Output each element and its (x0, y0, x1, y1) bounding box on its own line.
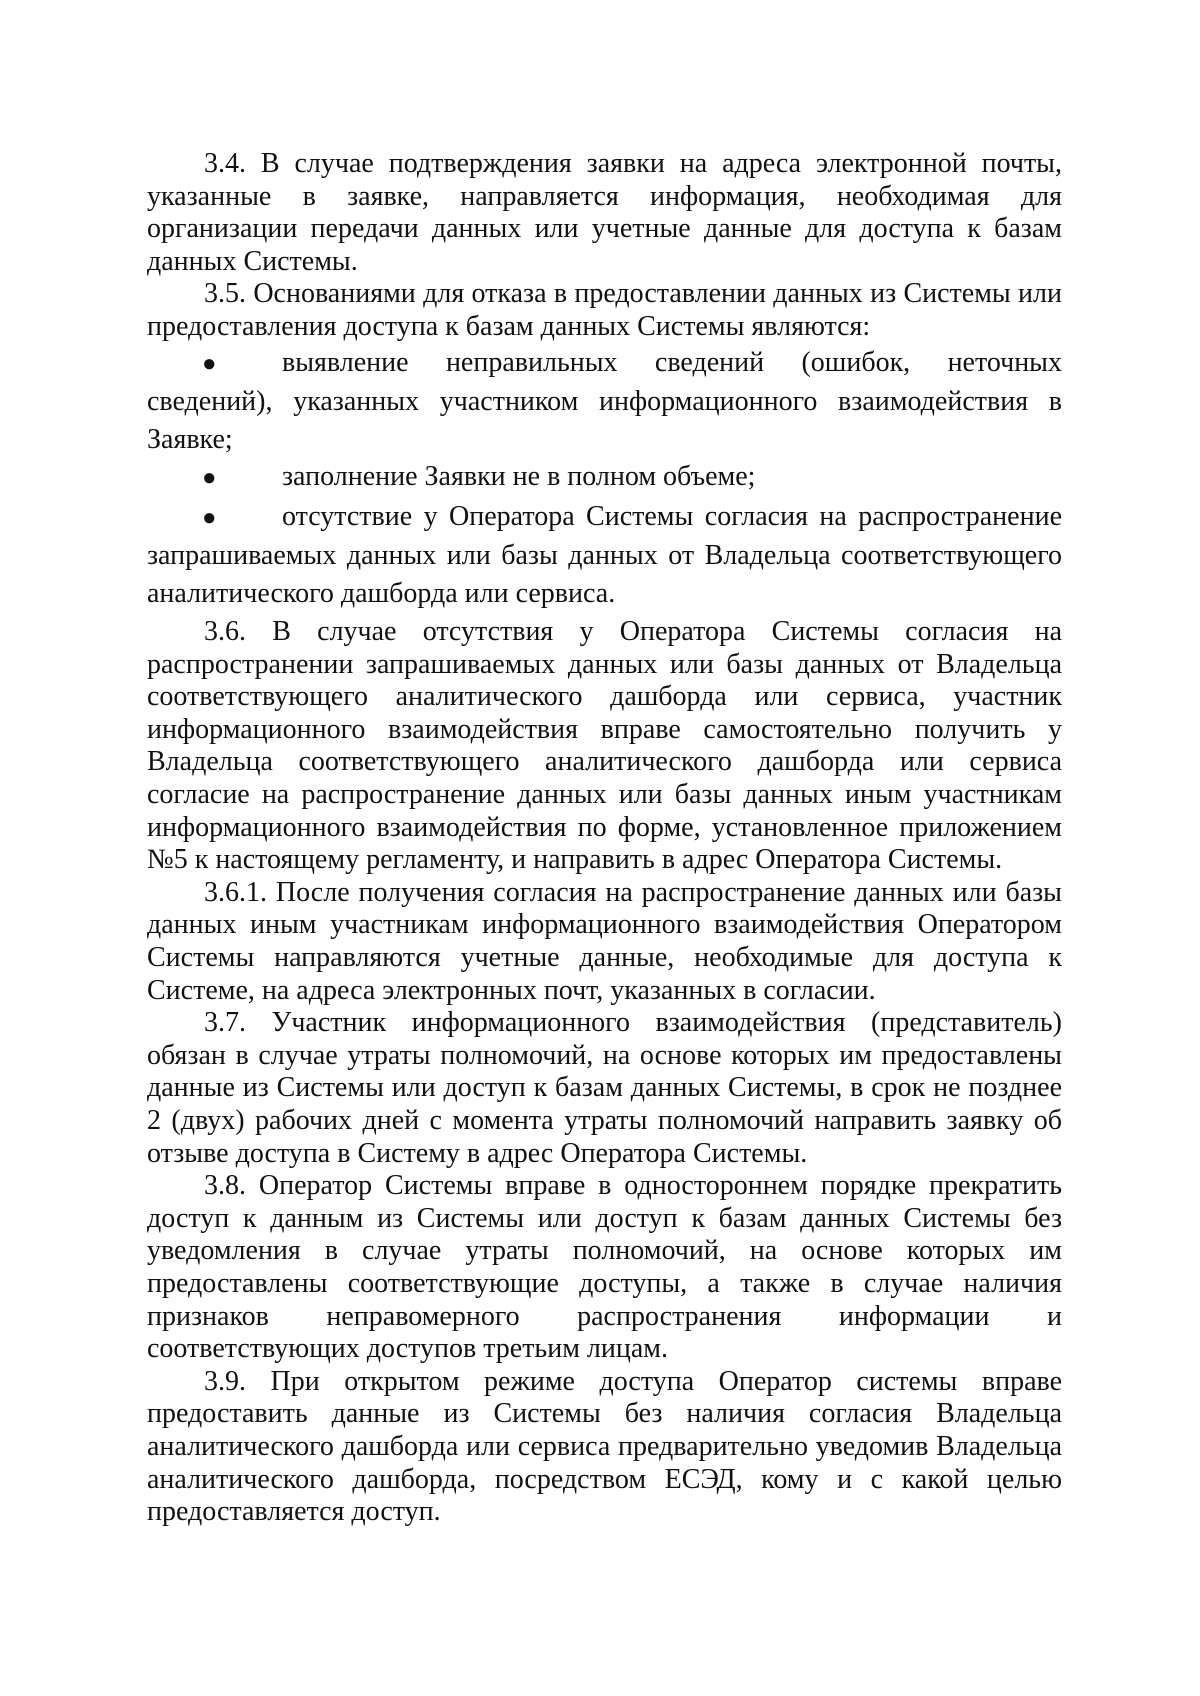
bullet-icon: ● (202, 465, 217, 492)
document-page (147, 148, 1062, 1529)
paragraph-3-6-1: 3.6.1. После получения согласия на распространение данных или базы данных иным участникам информационного взаимодействия Оператором Системы направляются учетные данные, необходимые для доступа к Системе, на адреса электронных почт, указанных в согласии. (147, 876, 1062, 1006)
bullet-text: заполнение Заявки не в полном объеме; (282, 461, 756, 493)
paragraph-3-5: 3.5. Основаниями для отказа в предоставлении данных из Системы или предоставления доступа к базам данных Системы являются: (147, 278, 1062, 342)
bullet-text: выявление неправильных сведений (ошибок, неточных сведений), указанных участником информационного взаимодействия в Заявке; (147, 346, 1062, 455)
bullet-item (147, 498, 1062, 613)
paragraph-3-9: 3.9. При открытом режиме доступа Оператор системы вправе предоставить данные из Системы без наличия согласия Владельца аналитического дашборда или сервиса предварительно уведомив Владельца аналитического дашборда, посредством ЕСЭД, кому и с какой целью предоставляется доступ. (147, 1365, 1062, 1528)
bullet-item (147, 344, 1062, 459)
paragraph-3-7: 3.7. Участник информационного взаимодействия (представитель) обязан в случае утраты полномочий, на основе которых им предоставлены данные из Системы или доступ к базам данных Системы, в срок не позднее 2 (двух) рабочих дней с момента утраты полномочий направить заявку об отзыве доступа в Систему в адрес Оператора Системы. (147, 1007, 1062, 1169)
paragraph-3-6: 3.6. В случае отсутствия у Оператора Системы согласия на распространении запрашиваемых данных или базы данных от Владельца соответствующего аналитического дашборда или сервиса, участник информационного взаимодействия вправе самостоятельно получить у Владельца соответствующего аналитического дашборда или сервиса согласие на распространение данных или базы данных иным участникам информационного взаимодействия по форме, установленное приложением №5 к настоящему регламенту, и направить в адрес Оператора Системы. (147, 616, 1062, 876)
bullet-text: отсутствие у Оператора Системы согласия на распространение запрашиваемых данных или базы данных от Владельца соответствующего аналитического дашборда или сервиса. (147, 500, 1062, 609)
bullet-icon: ● (202, 504, 217, 531)
bullet-icon: ● (202, 350, 217, 377)
paragraph-3-4: 3.4. В случае подтверждения заявки на адреса электронной почты, указанные в заявке, направляется информация, необходимая для организации передачи данных или учетные данные для доступа к базам данных Системы. (147, 148, 1062, 277)
paragraph-3-8: 3.8. Оператор Системы вправе в одностороннем порядке прекратить доступ к данным из Системы или доступ к базам данных Системы без уведомления в случае утраты полномочий, на основе которых им предоставлены соответствующие доступы, а также в случае наличия признаков неправомерного распространения информации и соответствующих доступов третьим лицам. (147, 1170, 1062, 1365)
bullet-item (147, 458, 1062, 498)
